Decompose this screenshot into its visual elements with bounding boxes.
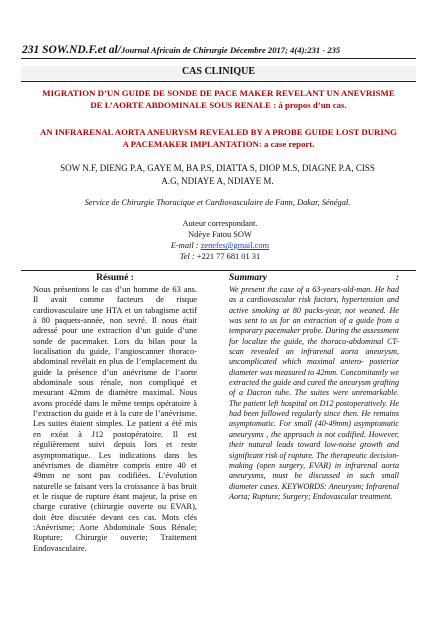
summary-colon: : bbox=[395, 273, 399, 283]
phone-number: +221 77 681 01 31 bbox=[196, 252, 261, 261]
title-french: MIGRATION D’UN GUIDE DE SONDE DE PACE MAKER REVELANT UN ANEVRISME DE L’AORTE ABDOMINALE SOUS RENALE : à propos d’un cas. bbox=[42, 88, 395, 110]
correspondence-block bbox=[120, 218, 320, 262]
email-link[interactable]: zenefes@gmail.com bbox=[200, 241, 270, 250]
resume-colon: : bbox=[130, 273, 134, 283]
header-rule bbox=[21, 58, 416, 59]
summary-title: Summary bbox=[229, 273, 268, 283]
abstract-english-text: We present the case of a 63-years-old-man. He had as a cardiovascular risk factors, hypertension and active smoking at 80 packs-year, not weaned. He was sent to us for an extraction of a guide from a temporary pacemaker probe. During the assessment for localize the guide, the thoraco-abdominal CT-scan revealed an infrarenal aorta aneurysm, uncomplicated which maximal antero- posterior diameter was measured to 42mm. Concomitantly we extracted the guide and cured the aneurysm grafting of a Dacron tube. The suites were unremarkable. The patient left hospital on D12 postoperatively. He had been followed regularly since then. He remains asymptomatic. For small (40-49mm) asymptomatic aneurysms , the approach is not codified. However, their natural leads toward low-noise growth and significant risk of rupture. The therapeutic decision-making (open surgery, EVAR) in infrarenal aorta aneurysms, must be discussed in such small diameter cases. KEYWORDS: Aneurysm; Infrarenal Aorta; Rupture; Surgery; Endovascular treatment. bbox=[229, 285, 399, 501]
abstract-french-text: Nous présentons le cas d’un homme de 63 ans. Il avait comme facteurs de risque cardiovasculaire une HTA et un tabagisme actif à 80 paquets-année, non sevré. Il nous était adressé pour une extraction d’un guide d’une sonde de pacemaker. Lors du bilan pour la localisation du guide, l’angioscanner thoraco-abdominal revélait en plus de l’emplacement du guide la présence d’un anévrisme de l’aorte abdominale sous rénale, non compliqué et mesurant 42mm de diamètre maximal. Nous avons procédé dans le même temps opératoire à l’extraction du guide et à la cure de l’anévrisme. Les suites étaient simples. Le patient a été mis en exéat à J12 postopératoire. Il est régulièrement suivi depuis lors et reste asymptomatique. Les indications dans les anévrismes de diamètre compris entre 40 et 49mm ne sont pas codifiées. L’évolution naturelle se faisant vers la croissance à bas bruit et le risque de rupture étant majeur, la prise en charge curative (chirurgie ouverte ou EVAR), doit être discutée devant ces cas. Mots clés :Anévrisme; Aorte Abdominale Sous Rénale; Rupture; Chirurgie ouverte; Traitement Endovasculaire. bbox=[33, 285, 197, 553]
email-line bbox=[120, 240, 320, 251]
affiliation: Service de Chirurgie Thoracique et Cardiovasculaire de Fann, Dakar, Sénégal. bbox=[84, 198, 351, 207]
phone-label: Tel : bbox=[179, 252, 195, 261]
running-head bbox=[22, 44, 417, 56]
correspondence-heading: Auteur correspondant. bbox=[182, 219, 258, 228]
abstract-french bbox=[33, 273, 197, 554]
section-rule bbox=[21, 81, 416, 82]
section-label: CAS CLINIQUE bbox=[21, 66, 416, 80]
correspondent-name: Ndèye Fatou SOW bbox=[188, 230, 252, 239]
abstract-english bbox=[229, 273, 399, 502]
email-label: E-mail : bbox=[170, 241, 199, 250]
abstract-french-heading bbox=[33, 273, 197, 285]
phone-line bbox=[120, 251, 320, 262]
abstract-english-heading bbox=[229, 273, 399, 285]
title-english: AN INFRARENAL AORTA ANEURYSM REVEALED BY A PROBE GUIDE LOST DURING A PACEMAKER IMPLANTATION: a case report. bbox=[40, 127, 398, 149]
resume-title: Résumé bbox=[96, 273, 129, 283]
author-list: SOW N.F, DIENG P.A, GAYE M, BA P.S, DIATTA S, DIOP M.S, DIAGNE P.A, CISS A.G, NDIAYE A, NDIAYE M. bbox=[60, 163, 375, 186]
running-head-main: 231 SOW.ND.F.et al/ bbox=[22, 44, 121, 56]
abstract-rule bbox=[21, 270, 416, 271]
running-head-journal: Journal Africain de Chirurgie Décembre 2017; 4(4):231 - 235 bbox=[120, 45, 341, 55]
